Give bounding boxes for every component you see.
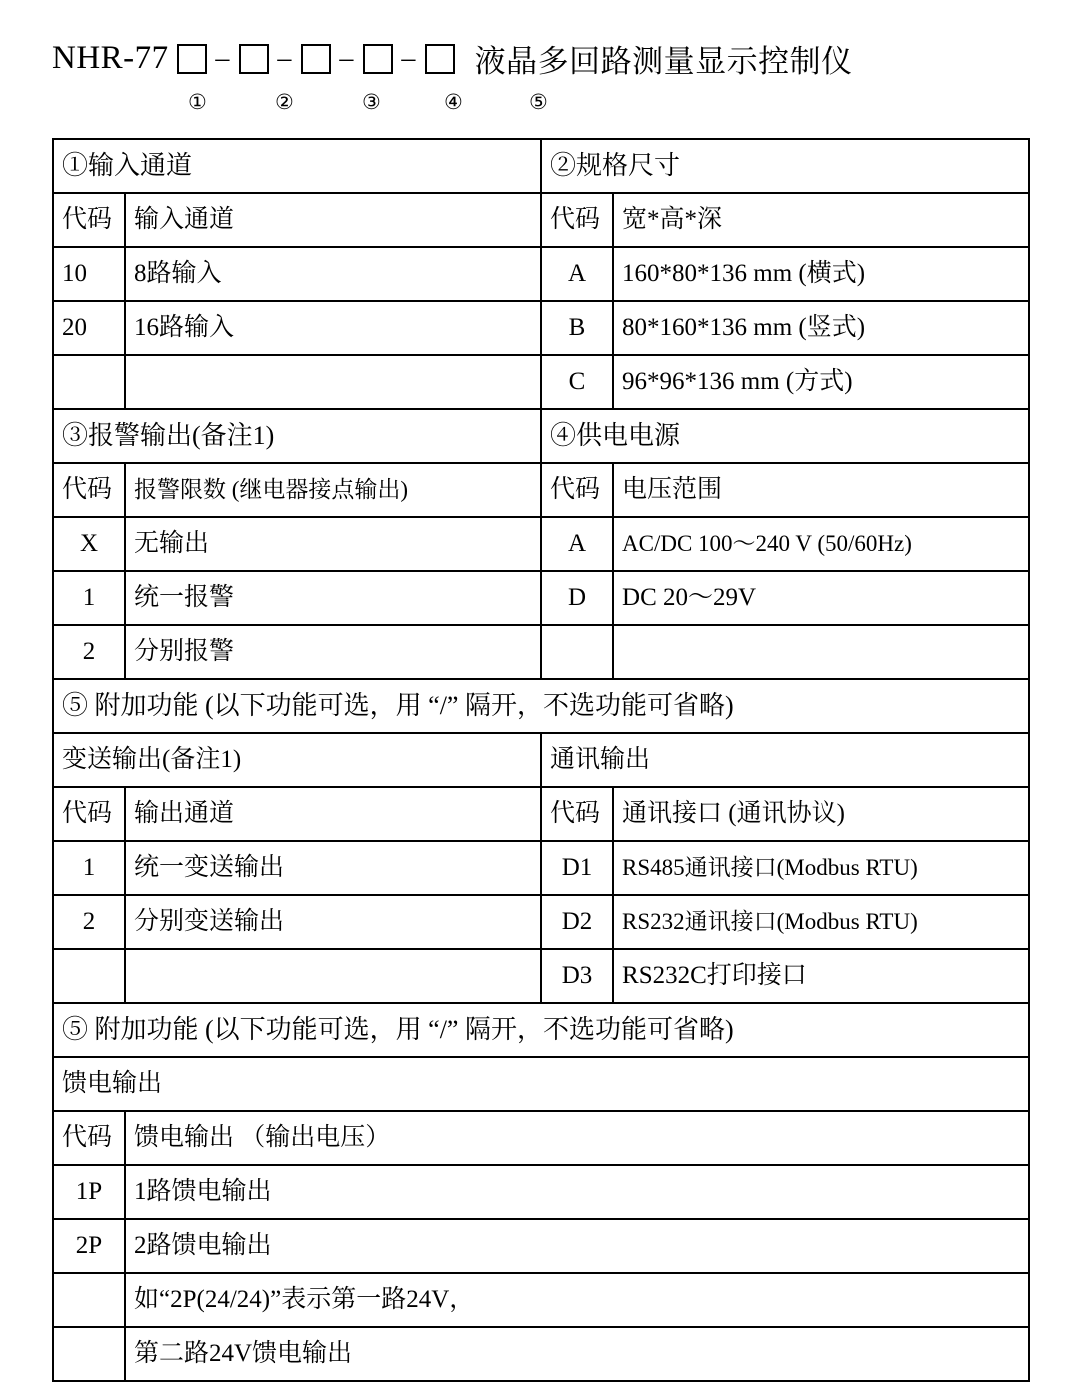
section1-title: ①输入通道 <box>53 139 541 193</box>
section2-col-name: 宽*高*深 <box>613 193 1029 247</box>
model-description: 液晶多回路测量显示控制仪 <box>474 44 853 79</box>
table-row <box>53 571 1029 625</box>
section5b-row2-text: 如“2P(24/24)”表示第一路24V， <box>125 1273 1029 1327</box>
table-row <box>53 1111 1029 1165</box>
table-row <box>53 517 1029 571</box>
code-marker-3: ③ <box>362 90 381 114</box>
section5b-row2-code <box>53 1273 125 1327</box>
table-row <box>53 409 1029 463</box>
section5a-left-row1-code: 2 <box>53 895 125 949</box>
section1-row2-code <box>53 355 125 409</box>
table-row <box>53 1057 1029 1111</box>
model-prefix: NHR-77 <box>52 40 169 76</box>
section5a-left-row0-code: 1 <box>53 841 125 895</box>
section3-row1-code: 1 <box>53 571 125 625</box>
section2-row1-text: 80*160*136 mm (竖式) <box>613 301 1029 355</box>
section5a-right-row2-code: D3 <box>541 949 613 1003</box>
section5a-right-col-code: 代码 <box>541 787 613 841</box>
section5b-row1-text: 2路馈电输出 <box>125 1219 1029 1273</box>
section5b-row0-code: 1P <box>53 1165 125 1219</box>
section1-row1-code: 20 <box>53 301 125 355</box>
table-row <box>53 193 1029 247</box>
section3-title: ③报警输出(备注1) <box>53 409 541 463</box>
section4-row1-text: DC 20～29V <box>613 571 1029 625</box>
section3-row0-text: 无输出 <box>125 517 541 571</box>
section5b-title: 馈电输出 <box>53 1057 1029 1111</box>
section3-row1-text: 统一报警 <box>125 571 541 625</box>
section2-title: ②规格尺寸 <box>541 139 1029 193</box>
table-row <box>53 1003 1029 1057</box>
table-row <box>53 733 1029 787</box>
table-row <box>53 895 1029 949</box>
section5a-left-row2-text <box>125 949 541 1003</box>
section5a-left-col-name: 输出通道 <box>125 787 541 841</box>
section5b-col-name: 馈电输出 （输出电压） <box>125 1111 1029 1165</box>
section4-col-code: 代码 <box>541 463 613 517</box>
section3-row0-code: X <box>53 517 125 571</box>
section1-row0-code: 10 <box>53 247 125 301</box>
table-row <box>53 1219 1029 1273</box>
table-row <box>53 247 1029 301</box>
code-box-2[interactable] <box>239 44 269 74</box>
table-row <box>53 1327 1029 1381</box>
table-row <box>53 949 1029 1003</box>
section5a-right-row1-code: D2 <box>541 895 613 949</box>
section5b-col-code: 代码 <box>53 1111 125 1165</box>
code-separator-4: – <box>401 42 416 74</box>
section5a-left-row2-code <box>53 949 125 1003</box>
section5b-row3-code <box>53 1327 125 1381</box>
section4-row0-text: AC/DC 100～240 V (50/60Hz) <box>613 517 1029 571</box>
code-box-4[interactable] <box>363 44 393 74</box>
section2-row0-text: 160*80*136 mm (横式) <box>613 247 1029 301</box>
section5a-right-row2-text: RS232C打印接口 <box>613 949 1029 1003</box>
code-separator-2: – <box>277 42 292 74</box>
section5a-right-col-name: 通讯接口 (通讯协议) <box>613 787 1029 841</box>
table-row <box>53 463 1029 517</box>
code-separator-1: – <box>215 42 230 74</box>
table-row <box>53 355 1029 409</box>
section4-row1-code: D <box>541 571 613 625</box>
section5b-row3-text: 第二路24V馈电输出 <box>125 1327 1029 1381</box>
section2-row2-code: C <box>541 355 613 409</box>
section1-row0-text: 8路输入 <box>125 247 541 301</box>
section4-title: ④供电电源 <box>541 409 1029 463</box>
section1-row2-text <box>125 355 541 409</box>
section2-row2-text: 96*96*136 mm (方式) <box>613 355 1029 409</box>
section4-blank-code <box>541 625 613 679</box>
code-box-3[interactable] <box>301 44 331 74</box>
table-row <box>53 139 1029 193</box>
code-marker-4: ④ <box>444 90 463 114</box>
table-row <box>53 841 1029 895</box>
table-row <box>53 1165 1029 1219</box>
code-box-5[interactable] <box>425 44 455 74</box>
table-row <box>53 301 1029 355</box>
section3-col-code: 代码 <box>53 463 125 517</box>
code-box-1[interactable] <box>177 44 207 74</box>
section5a-right-row0-text: RS485通讯接口(Modbus RTU) <box>613 841 1029 895</box>
section5a-left-title: 变送输出(备注1) <box>53 733 541 787</box>
section5b-row0-text: 1路馈电输出 <box>125 1165 1029 1219</box>
table-row <box>53 1273 1029 1327</box>
code-marker-1: ① <box>188 90 207 114</box>
spec-table <box>52 138 1030 1382</box>
section1-col-code: 代码 <box>53 193 125 247</box>
section1-row1-text: 16路输入 <box>125 301 541 355</box>
section5a-right-row1-text: RS232通讯接口(Modbus RTU) <box>613 895 1029 949</box>
section5a-left-col-code: 代码 <box>53 787 125 841</box>
section5b-banner: ⑤ 附加功能 (以下功能可选，用 “/” 隔开，不选功能可省略) <box>53 1003 1029 1057</box>
section4-row0-code: A <box>541 517 613 571</box>
table-row <box>53 679 1029 733</box>
section2-row0-code: A <box>541 247 613 301</box>
section5b-row1-code: 2P <box>53 1219 125 1273</box>
code-marker-2: ② <box>275 90 294 114</box>
section3-row2-code: 2 <box>53 625 125 679</box>
table-row <box>53 625 1029 679</box>
model-code-line <box>52 36 853 81</box>
section2-col-code: 代码 <box>541 193 613 247</box>
code-separator-3: – <box>339 42 354 74</box>
table-row <box>53 787 1029 841</box>
section2-row1-code: B <box>541 301 613 355</box>
section3-col-name: 报警限数 (继电器接点输出) <box>125 463 541 517</box>
section5a-banner: ⑤ 附加功能 (以下功能可选，用 “/” 隔开，不选功能可省略) <box>53 679 1029 733</box>
section3-row2-text: 分别报警 <box>125 625 541 679</box>
section5a-right-row0-code: D1 <box>541 841 613 895</box>
section4-blank-text <box>613 625 1029 679</box>
section4-col-name: 电压范围 <box>613 463 1029 517</box>
section5a-left-row1-text: 分别变送输出 <box>125 895 541 949</box>
code-marker-5: ⑤ <box>529 90 548 114</box>
section5a-left-row0-text: 统一变送输出 <box>125 841 541 895</box>
section1-col-name: 输入通道 <box>125 193 541 247</box>
section5a-right-title: 通讯输出 <box>541 733 1029 787</box>
